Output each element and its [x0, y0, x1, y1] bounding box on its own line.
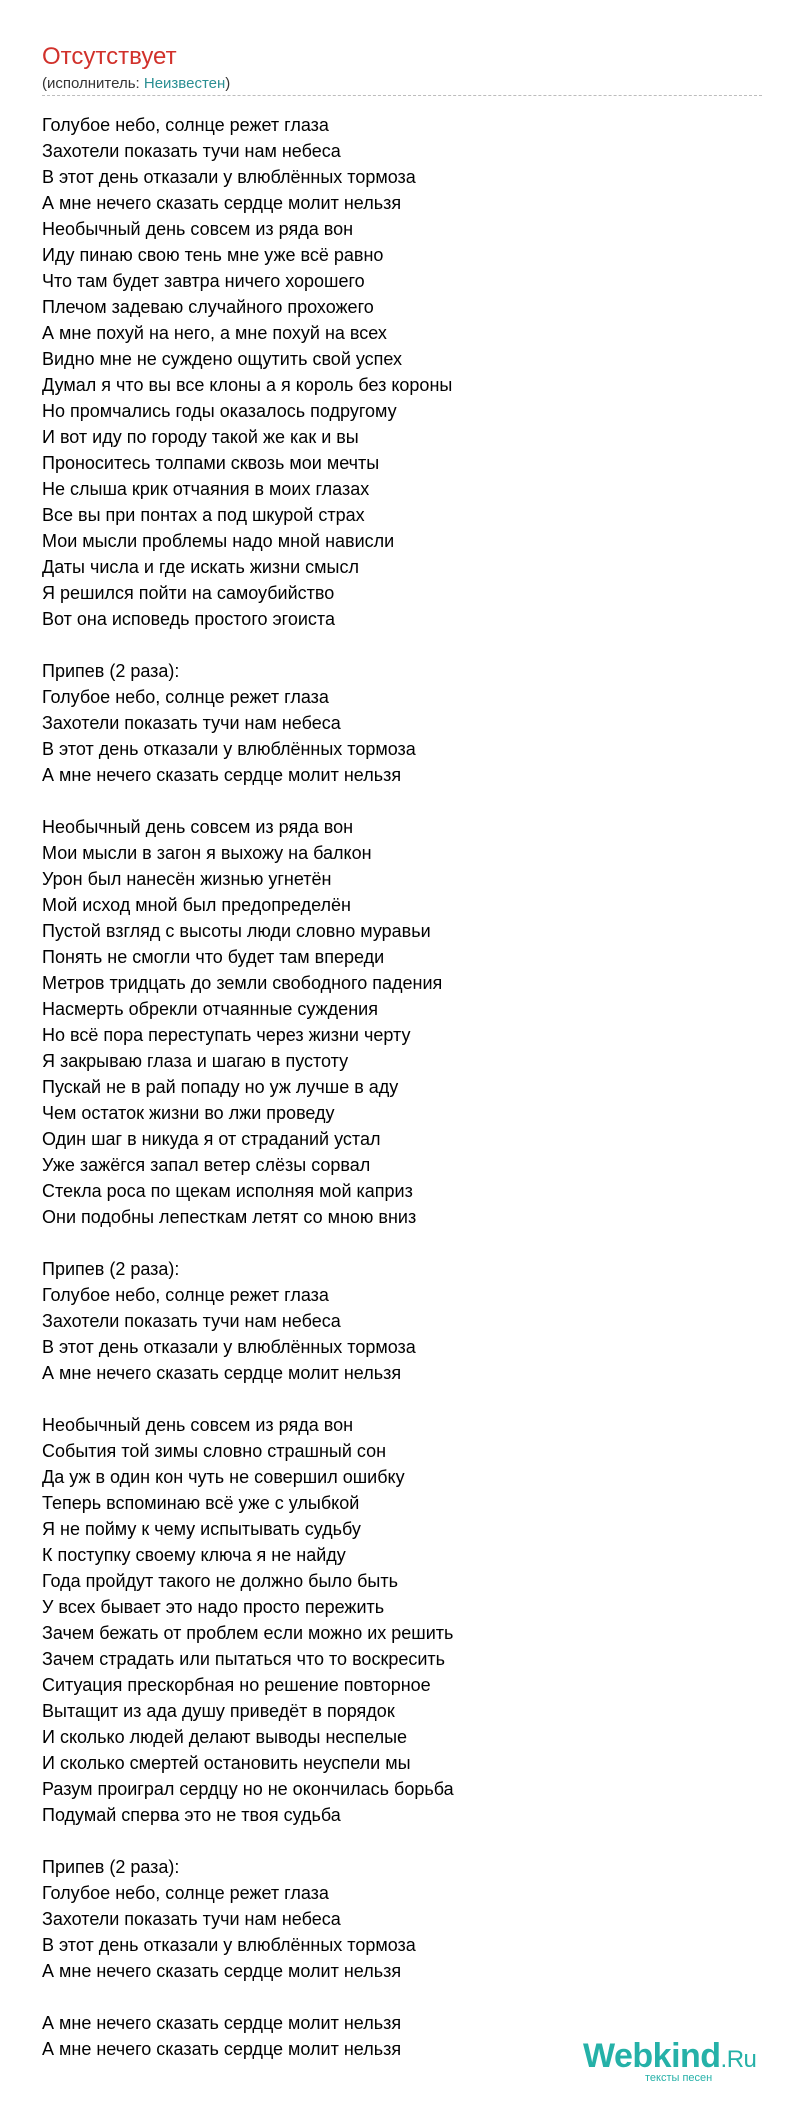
lyric-line: Метров тридцать до земли свободного падения [42, 973, 443, 993]
lyric-line: Что там будет завтра ничего хорошего [42, 271, 365, 291]
stanza-break [42, 788, 800, 814]
lyric-line: Да уж в один кон чуть не совершил ошибку [42, 1467, 405, 1487]
lyric-line: Захотели показать тучи нам небеса [42, 1909, 341, 1929]
lyric-line: И сколько смертей остановить неуспели мы [42, 1753, 411, 1773]
lyric-line: Но всё пора переступать через жизни черту [42, 1025, 411, 1045]
lyric-line: Припев (2 раза): [42, 661, 180, 681]
lyric-line: Необычный день совсем из ряда вон [42, 817, 354, 837]
lyric-line: Видно мне не суждено ощутить свой успех [42, 349, 403, 369]
lyric-line: И вот иду по городу такой же как и вы [42, 427, 359, 447]
lyric-line: Вытащит из ада душу приведёт в порядок [42, 1701, 395, 1721]
lyric-line: Пускай не в рай попаду но уж лучше в аду [42, 1077, 399, 1097]
stanza-break [42, 1386, 800, 1412]
lyric-line: Не слыша крик отчаяния в моих глазах [42, 479, 370, 499]
lyric-line: Стекла роса по щекам исполняя мой каприз [42, 1181, 413, 1201]
lyric-line: Года пройдут такого не должно было быть [42, 1571, 398, 1591]
stanza-break [42, 1828, 800, 1854]
lyric-line: Проноситесь толпами сквозь мои мечты [42, 453, 380, 473]
performer-line [42, 75, 762, 96]
lyric-line: Все вы при понтах а под шкурой страх [42, 505, 365, 525]
lyric-line: Пустой взгляд с высоты люди словно муравьи [42, 921, 431, 941]
lyric-line: Я закрываю глаза и шагаю в пустоту [42, 1051, 349, 1071]
lyric-line: Думал я что вы все клоны а я король без короны [42, 375, 453, 395]
lyric-line: Но промчались годы оказалось подругому [42, 401, 397, 421]
stanza-break [42, 1984, 800, 2010]
lyric-line: В этот день отказали у влюблённых тормоза [42, 739, 416, 759]
lyric-line: Один шаг в никуда я от страданий устал [42, 1129, 381, 1149]
lyric-line: А мне нечего сказать сердце молит нельзя [42, 193, 402, 213]
lyric-line: И сколько людей делают выводы неспелые [42, 1727, 408, 1747]
lyric-line: А мне нечего сказать сердце молит нельзя [42, 1961, 402, 1981]
logo-suffix: .Ru [720, 2046, 757, 2073]
lyric-line: Голубое небо, солнце режет глаза [42, 115, 329, 135]
lyric-line: Голубое небо, солнце режет глаза [42, 1285, 329, 1305]
performer-suffix: ) [225, 75, 231, 92]
lyrics-text [42, 112, 800, 2062]
stanza-break [42, 632, 800, 658]
song-title: Отсутствует [42, 43, 177, 70]
lyric-line: Чем остаток жизни во лжи проведу [42, 1103, 335, 1123]
lyric-line: В этот день отказали у влюблённых тормоза [42, 1337, 416, 1357]
lyric-line: Припев (2 раза): [42, 1857, 180, 1877]
lyric-line: Теперь вспоминаю всё уже с улыбкой [42, 1493, 360, 1513]
lyric-line: Голубое небо, солнце режет глаза [42, 1883, 329, 1903]
lyric-line: А мне нечего сказать сердце молит нельзя [42, 1363, 402, 1383]
lyric-line: Урон был нанесён жизнью угнетён [42, 869, 332, 889]
lyric-line: А мне нечего сказать сердце молит нельзя [42, 2013, 402, 2033]
lyric-line: К поступку своему ключа я не найду [42, 1545, 346, 1565]
lyric-line: Захотели показать тучи нам небеса [42, 141, 341, 161]
lyric-line: Мой исход мной был предопределён [42, 895, 351, 915]
lyric-line: Я не пойму к чему испытывать судьбу [42, 1519, 361, 1539]
lyric-line: Захотели показать тучи нам небеса [42, 713, 341, 733]
lyric-line: А мне нечего сказать сердце молит нельзя [42, 765, 402, 785]
lyric-line: Голубое небо, солнце режет глаза [42, 687, 329, 707]
lyric-line: Разум проиграл сердцу но не окончилась борьба [42, 1779, 454, 1799]
lyric-line: Необычный день совсем из ряда вон [42, 219, 354, 239]
performer-prefix: (исполнитель: [42, 75, 144, 92]
lyric-line: События той зимы словно страшный сон [42, 1441, 387, 1461]
lyric-line: Иду пинаю свою тень мне уже всё равно [42, 245, 384, 265]
lyric-line: В этот день отказали у влюблённых тормоза [42, 1935, 416, 1955]
lyric-line: Зачем страдать или пытаться что то воскресить [42, 1649, 446, 1669]
stanza-break [42, 1230, 800, 1256]
lyric-line: Мои мысли проблемы надо мной нависли [42, 531, 395, 551]
lyric-line: Ситуация прескорбная но решение повторное [42, 1675, 431, 1695]
lyric-line: Даты числа и где искать жизни смысл [42, 557, 359, 577]
lyric-line: Вот она исповедь простого эгоиста [42, 609, 335, 629]
lyric-line: Подумай сперва это не твоя судьба [42, 1805, 341, 1825]
lyric-line: Захотели показать тучи нам небеса [42, 1311, 341, 1331]
lyric-line: Я решился пойти на самоубийство [42, 583, 335, 603]
lyric-line: Понять не смогли что будет там впереди [42, 947, 385, 967]
lyric-line: Уже зажёгся запал ветер слёзы сорвал [42, 1155, 371, 1175]
lyric-line: Они подобны лепесткам летят со мною вниз [42, 1207, 417, 1227]
logo-tagline: тексты песен [645, 2072, 713, 2084]
lyric-line: Зачем бежать от проблем если можно их решить [42, 1623, 454, 1643]
lyric-line: Плечом задеваю случайного прохожего [42, 297, 374, 317]
lyric-line: А мне нечего сказать сердце молит нельзя [42, 2039, 402, 2059]
logo-main-text: Webkind [583, 2037, 721, 2075]
lyric-line: Припев (2 раза): [42, 1259, 180, 1279]
performer-link[interactable]: Неизвестен [143, 75, 226, 92]
site-logo[interactable] [583, 2038, 783, 2086]
lyric-line: А мне похуй на него, а мне похуй на всех [42, 323, 387, 343]
lyric-line: У всех бывает это надо просто пережить [42, 1597, 385, 1617]
lyric-line: Необычный день совсем из ряда вон [42, 1415, 354, 1435]
lyric-line: В этот день отказали у влюблённых тормоза [42, 167, 416, 187]
lyric-line: Мои мысли в загон я выхожу на балкон [42, 843, 372, 863]
lyric-line: Насмерть обрекли отчаянные суждения [42, 999, 378, 1019]
